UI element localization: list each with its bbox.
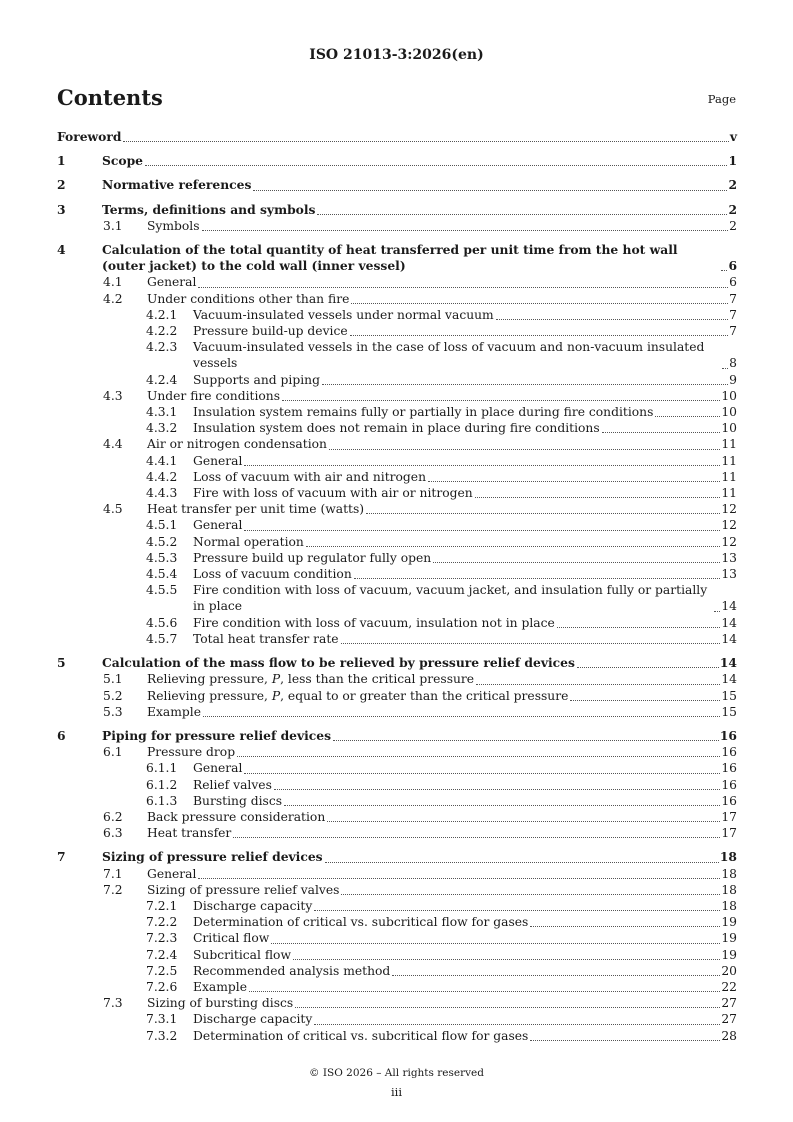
toc-entry-page: 19 [721,947,737,962]
toc-entry-title: Sizing of bursting discs [147,996,294,1011]
toc-entry[interactable] [57,866,737,882]
dot-leader [433,562,720,563]
toc-entry-number: 4 [57,242,66,258]
toc-entry-title: Example [193,979,247,994]
toc-entry-title: Symbols [147,218,200,233]
toc-entry-title: Critical flow [193,931,270,946]
dot-leader [295,1007,720,1008]
toc-entry-page: 17 [721,809,737,824]
toc-entry[interactable] [57,517,737,533]
toc-entry-page: 22 [721,979,737,994]
toc-entry-page: 11 [721,453,737,468]
dot-leader [366,513,720,514]
toc-entry[interactable] [57,469,737,485]
toc-entry-title: Determination of critical vs. subcritical flow for gases [193,1028,529,1043]
toc-entry-title: Under conditions other than fire [147,291,350,306]
toc-entry-title: General [193,518,243,533]
toc-entry[interactable] [57,631,737,647]
toc-entry-title: Foreword [57,129,122,144]
toc-entry-page: 13 [721,550,737,565]
toc-entry-page: 1 [728,153,737,169]
toc-entry-page: 20 [721,963,737,978]
document-id: ISO 21013-3:2026(en) [309,47,484,63]
dot-leader [333,740,719,741]
toc-entry-page: 9 [729,372,737,387]
toc-entry[interactable] [57,372,737,388]
toc-entry-page: 18 [719,849,737,865]
toc-entry-number: 1 [57,153,66,169]
dot-leader [203,716,720,717]
toc-entry-title: General [193,453,243,468]
toc-entry-title: Relieving pressure, P, less than the critical pressure [147,672,475,687]
toc-entry-number: 5.1 [103,672,123,687]
dot-leader [530,926,720,927]
dot-leader [244,465,720,466]
toc-entry-page: 11 [721,486,737,501]
toc-entry-number: 4.4.2 [146,469,178,484]
toc-entry[interactable] [57,129,737,145]
toc-entry-number: 4.3.1 [146,405,178,420]
toc-entry-page: 10 [721,421,737,436]
toc-entry[interactable] [57,436,737,452]
toc-entry-page: 16 [721,761,737,776]
toc-entry-number: 4.1 [103,275,123,290]
dot-leader [722,368,728,369]
toc-entry-page: 2 [728,177,737,193]
contents-title: Contents [57,85,163,110]
toc-entry[interactable] [57,242,737,274]
toc-entry-page: 28 [721,1028,737,1043]
toc-entry-title: Recommended analysis method [193,963,391,978]
toc-entry-number: 2 [57,177,66,193]
toc-entry-number: 4.4.1 [146,453,178,468]
page-number: iii [390,1085,403,1099]
toc-entry-number: 6 [57,727,66,743]
toc-entry-page: 16 [721,745,737,760]
toc-entry-number: 7.3.1 [146,1012,178,1027]
toc-entry-number: 6.2 [103,809,123,824]
toc-entry[interactable] [57,671,737,687]
toc-entry-title: Terms, definitions and symbols [102,201,316,217]
dot-leader [392,975,720,976]
toc-entry[interactable] [57,809,737,825]
toc-entry-page: 18 [721,898,737,913]
toc-entry[interactable] [57,274,737,290]
toc-entry-number: 7.2.1 [146,898,178,913]
toc-entry-title: Discharge capacity [193,898,313,913]
toc-entry-number: 3 [57,201,66,217]
toc-entry[interactable] [57,963,737,979]
toc-entry-number: 4.4 [103,437,123,452]
toc-entry-title: Relief valves [193,777,272,792]
toc-entry-number: 7.2 [103,882,123,897]
toc-entry-page: 18 [721,882,737,897]
toc-entry-title: Pressure build up regulator fully open [193,550,432,565]
toc-entry[interactable] [57,218,737,234]
toc-entry-number: 7.1 [103,866,123,881]
dot-leader [314,910,720,911]
toc-entry-title: Insulation system remains fully or partially in place during fire conditions [193,405,654,420]
dot-leader [721,270,727,271]
toc-entry-title: Piping for pressure relief devices [102,727,332,743]
toc-entry-title: Insulation system does not remain in place during fire conditions [193,421,600,436]
dot-leader [354,578,721,579]
toc-entry-page: 12 [721,502,737,517]
toc-entry[interactable] [57,566,737,582]
dot-leader [476,684,720,685]
toc-entry-page: 16 [721,793,737,808]
toc-entry[interactable] [57,728,737,744]
dot-leader [249,991,720,992]
toc-entry[interactable] [57,914,737,930]
toc-entry-page: 27 [721,996,737,1011]
toc-entry[interactable] [57,202,737,218]
toc-entry-number: 4.3 [103,388,123,403]
dot-leader [475,497,721,498]
toc-entry-page: 7 [729,324,737,339]
toc-entry-number: 4.5.4 [146,567,178,582]
toc-entry-page: 14 [721,599,737,614]
toc-entry-title: Heat transfer per unit time (watts) [147,502,365,517]
toc-entry-title: Loss of vacuum condition [193,567,352,582]
dot-leader [570,700,720,701]
toc-entry[interactable] [57,153,737,169]
toc-entry-number: 4.4.3 [146,486,178,501]
toc-entry-title: Example [147,704,201,719]
toc-entry-title: Calculation of the mass flow to be relieved by pressure relief devices [102,655,575,671]
toc-entry-page: 14 [721,672,737,687]
toc-entry-title: Subcritical flow [193,947,291,962]
toc-entry-number: 5.2 [103,688,123,703]
toc-entry[interactable] [57,688,737,704]
toc-entry[interactable] [57,744,737,760]
toc-entry-number: 4.2.1 [146,307,178,322]
toc-entry-page: 13 [721,567,737,582]
toc-entry[interactable] [57,898,737,914]
toc-entry-number: 7.2.4 [146,947,178,962]
toc-entry[interactable] [57,760,737,776]
dot-leader [577,667,719,668]
dot-leader [496,319,728,320]
dot-leader [341,643,721,644]
toc-entry-number: 4.2 [103,291,123,306]
toc-entry-page: 11 [721,469,737,484]
toc-entry-number: 4.5.3 [146,550,178,565]
toc-entry-page: 16 [719,727,737,743]
toc-entry-page: 15 [721,688,737,703]
dot-leader [327,821,720,822]
toc-entry[interactable] [57,534,737,550]
dot-leader [284,805,720,806]
dot-leader [198,878,720,879]
toc-entry-number: 7.2.6 [146,979,178,994]
toc-entry-title: Vacuum-insulated vessels in the case of loss of vacuum and non-vacuum insulated vessels [193,340,705,371]
toc-entry-page: 6 [729,275,737,290]
toc-entry-page: 2 [729,218,737,233]
toc-entry[interactable] [57,307,737,323]
toc-entry[interactable] [57,485,737,501]
toc-entry-title: Pressure build-up device [193,324,348,339]
toc-entry-page: 18 [721,866,737,881]
toc-entry[interactable] [57,404,737,420]
toc-entry-title: Relieving pressure, P, equal to or greater than the critical pressure [147,688,569,703]
dot-leader [317,214,727,215]
toc-entry-number: 4.5.6 [146,615,178,630]
toc-entry-number: 4.2.4 [146,372,178,387]
toc-entry[interactable] [57,947,737,963]
dot-leader [145,165,727,166]
dot-leader [530,1040,720,1041]
toc-entry-title: Back pressure consideration [147,809,326,824]
toc-entry-page: 27 [721,1012,737,1027]
toc-entry-page: 12 [721,518,737,533]
toc-entry-page: 14 [721,631,737,646]
toc-entry-number: 4.5.1 [146,518,178,533]
toc-entry-title: Sizing of pressure relief valves [147,882,340,897]
toc-entry-page: 12 [721,534,737,549]
toc-entry-number: 7 [57,849,66,865]
toc-entry[interactable] [57,704,737,720]
toc-entry-title: Scope [102,153,143,169]
toc-entry-number: 7.2.2 [146,915,178,930]
dot-leader [198,287,728,288]
toc-entry[interactable] [57,582,737,614]
toc-entry[interactable] [57,793,737,809]
toc-entry-page: 10 [721,405,737,420]
toc-entry-number: 5.3 [103,704,123,719]
toc-entry-number: 7.3.2 [146,1028,178,1043]
copyright-notice: © ISO 2026 – All rights reserved [309,1067,484,1079]
toc-entry-title: Determination of critical vs. subcritical flow for gases [193,915,529,930]
table-of-contents [57,129,737,1044]
dot-leader [655,416,720,417]
toc-entry[interactable] [57,550,737,566]
dot-leader [123,141,728,142]
toc-entry-title: General [193,761,243,776]
toc-entry-number: 6.3 [103,826,123,841]
toc-entry[interactable] [57,930,737,946]
dot-leader [350,335,729,336]
toc-entry-page: 15 [721,704,737,719]
dot-leader [557,627,721,628]
dot-leader [244,530,720,531]
toc-entry[interactable] [57,979,737,995]
toc-entry[interactable] [57,825,737,841]
toc-entry[interactable] [57,1028,737,1044]
toc-entry-number: 4.2.2 [146,324,178,339]
toc-entry[interactable] [57,777,737,793]
toc-entry-page: 19 [721,915,737,930]
toc-entry-number: 4.5.7 [146,631,178,646]
toc-entry-page: 7 [729,291,737,306]
toc-entry-page: 7 [729,307,737,322]
toc-entry-title: Fire with loss of vacuum with air or nitrogen [193,486,473,501]
toc-entry-title: General [147,866,197,881]
toc-entry[interactable] [57,291,737,307]
toc-entry-title: Air or nitrogen condensation [147,437,327,452]
toc-entry[interactable] [57,453,737,469]
dot-leader [237,756,720,757]
page-column-label: Page [707,92,736,106]
toc-entry-number: 4.2.3 [146,340,178,355]
toc-entry-number: 7.2.5 [146,963,178,978]
toc-entry[interactable] [57,849,737,865]
toc-entry-page: 2 [728,201,737,217]
toc-entry-page: v [729,129,737,144]
toc-entry-page: 14 [719,655,737,671]
dot-leader [322,384,728,385]
dot-leader [244,773,720,774]
toc-entry-number: 4.5.5 [146,583,178,598]
toc-entry-page: 16 [721,777,737,792]
toc-entry-number: 6.1.1 [146,761,178,776]
dot-leader [282,400,720,401]
dot-leader [325,862,719,863]
dot-leader [714,611,720,612]
toc-entry-page: 10 [721,388,737,403]
toc-entry-title: Heat transfer [147,826,232,841]
toc-entry[interactable] [57,655,737,671]
dot-leader [253,190,727,191]
toc-entry-number: 7.2.3 [146,931,178,946]
dot-leader [233,837,720,838]
toc-entry-title: Sizing of pressure relief devices [102,849,323,865]
toc-entry-title: Supports and piping [193,372,320,387]
dot-leader [271,943,720,944]
toc-entry-title: Normative references [102,177,252,193]
toc-entry-title: Discharge capacity [193,1012,313,1027]
toc-entry-number: 5 [57,655,66,671]
toc-entry-page: 6 [728,258,737,274]
dot-leader [602,432,721,433]
toc-entry-number: 4.5 [103,502,123,517]
toc-entry-title: General [147,275,197,290]
dot-leader [329,449,720,450]
dot-leader [428,481,720,482]
toc-entry-number: 4.3.2 [146,421,178,436]
toc-entry[interactable] [57,882,737,898]
dot-leader [306,546,721,547]
toc-entry-number: 4.5.2 [146,534,178,549]
dot-leader [202,230,729,231]
dot-leader [314,1024,720,1025]
toc-entry-number: 6.1 [103,745,123,760]
toc-entry-title: Total heat transfer rate [193,631,339,646]
toc-entry[interactable] [57,995,737,1011]
toc-entry[interactable] [57,388,737,404]
toc-entry-title: Pressure drop [147,745,236,760]
toc-entry-title: Fire condition with loss of vacuum, insulation not in place [193,615,555,630]
dot-leader [341,894,720,895]
toc-entry-title: Calculation of the total quantity of heat transferred per unit time from the hot wall (outer jacket) to the cold wall (inner vessel) [102,242,678,274]
toc-entry[interactable] [57,339,737,371]
toc-entry-title: Under fire conditions [147,388,281,403]
toc-entry-title: Loss of vacuum with air and nitrogen [193,469,426,484]
toc-entry-title: Normal operation [193,534,304,549]
toc-entry-page: 17 [721,826,737,841]
toc-entry-page: 11 [721,437,737,452]
toc-entry-page: 19 [721,931,737,946]
toc-entry[interactable] [57,420,737,436]
dot-leader [351,303,728,304]
toc-entry-number: 7.3 [103,996,123,1011]
toc-entry-number: 3.1 [103,218,123,233]
dot-leader [274,789,720,790]
toc-entry-title: Bursting discs [193,793,283,808]
toc-entry-page: 8 [729,356,737,371]
toc-entry-number: 6.1.3 [146,793,178,808]
toc-entry-page: 14 [721,615,737,630]
toc-entry[interactable] [57,501,737,517]
toc-entry[interactable] [57,177,737,193]
toc-entry-title: Vacuum-insulated vessels under normal vacuum [193,307,494,322]
toc-entry[interactable] [57,323,737,339]
dot-leader [293,959,720,960]
toc-entry[interactable] [57,1011,737,1027]
toc-entry-number: 6.1.2 [146,777,178,792]
toc-entry-title: Fire condition with loss of vacuum, vacuum jacket, and insulation fully or partially in place [193,583,708,614]
toc-entry[interactable] [57,615,737,631]
